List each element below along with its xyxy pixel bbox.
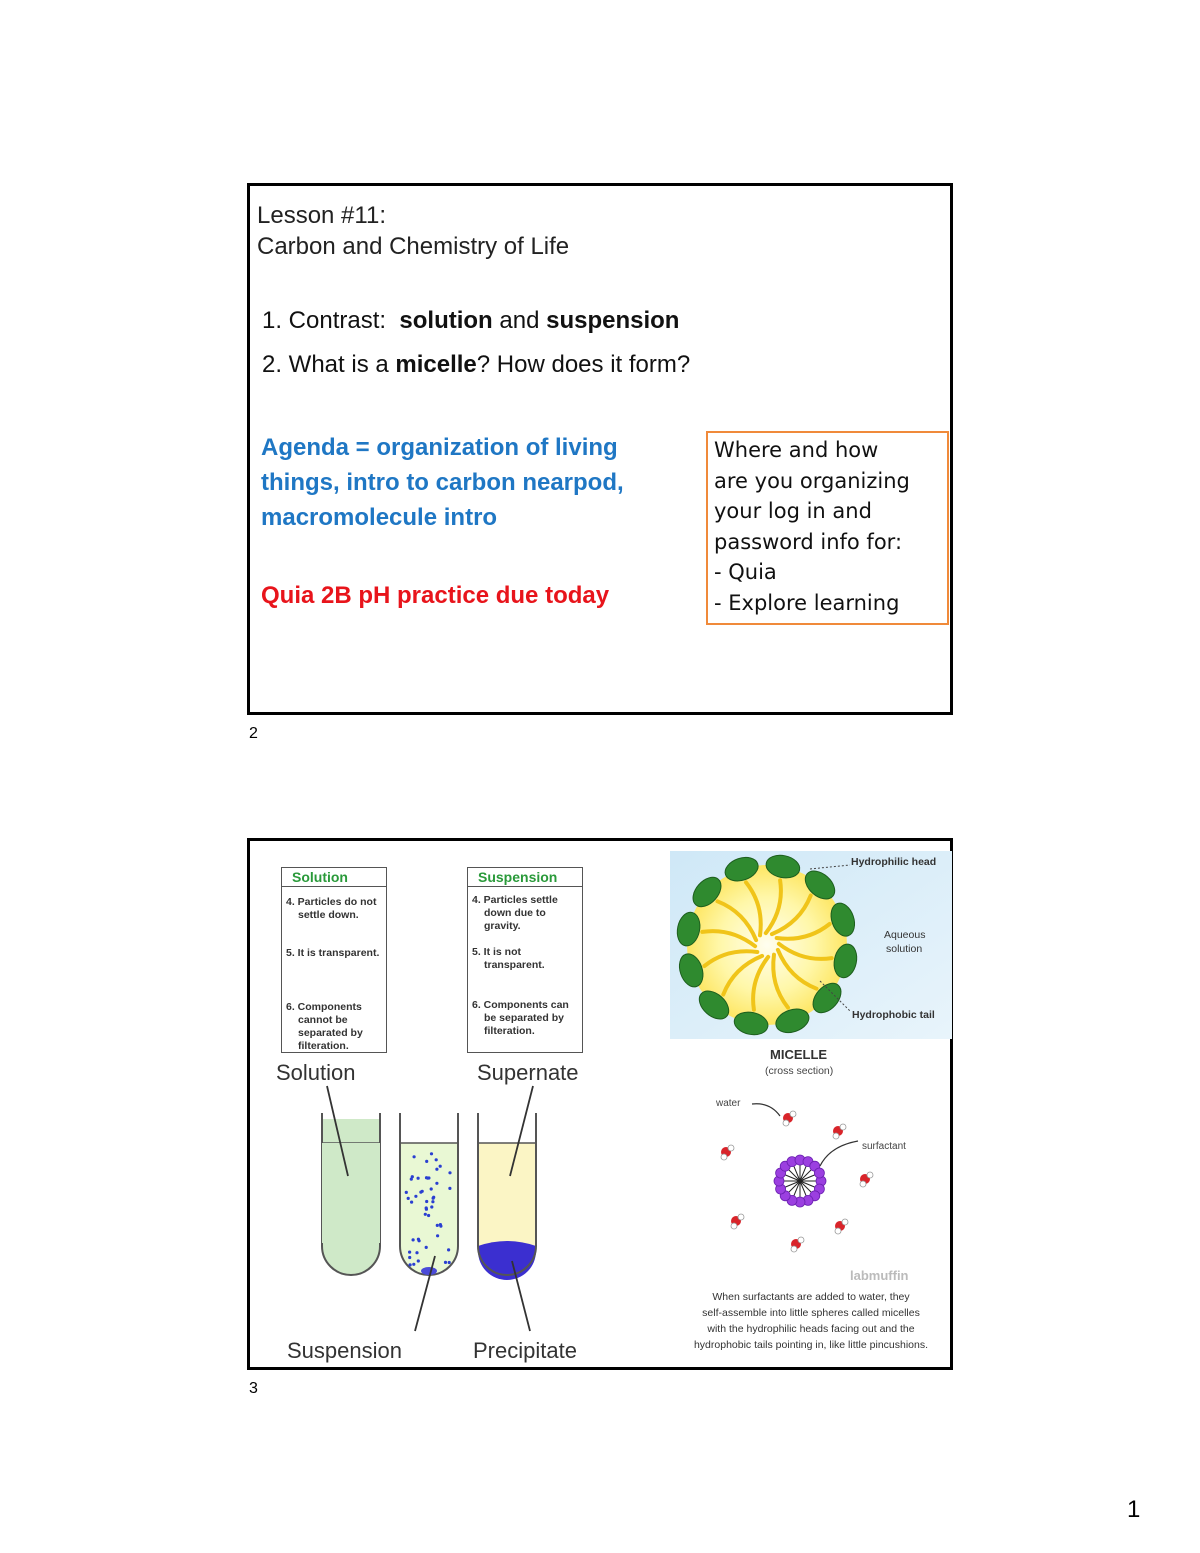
surfactant-tail xyxy=(788,1169,800,1181)
slide-solution-suspension xyxy=(247,838,953,1370)
particle xyxy=(436,1224,439,1227)
micelle-caption xyxy=(670,1289,952,1353)
slide-number: 3 xyxy=(249,1380,258,1397)
solution-table-header: Solution xyxy=(282,868,386,887)
particle xyxy=(444,1261,447,1264)
micelle-title: MICELLE xyxy=(770,1047,828,1062)
hydrogen-atom xyxy=(860,1181,866,1187)
particle xyxy=(448,1187,451,1190)
particle xyxy=(430,1205,433,1208)
table-row: filteration. xyxy=(484,1025,535,1037)
hydrogen-atom xyxy=(842,1219,848,1225)
liquid-fill xyxy=(322,1143,380,1243)
label-supernate: Supernate xyxy=(477,1060,579,1085)
particle xyxy=(448,1171,451,1174)
particle xyxy=(425,1160,428,1163)
particle xyxy=(448,1261,451,1264)
agenda-line: things, intro to carbon nearpod, xyxy=(261,469,624,496)
table-row: 5. It is transparent. xyxy=(286,947,380,959)
surfactant-arrow xyxy=(820,1141,858,1166)
hydrogen-atom xyxy=(731,1223,737,1229)
table-row: cannot be xyxy=(298,1014,348,1026)
particle xyxy=(411,1175,414,1178)
question-1: 1. Contrast: solution and suspension xyxy=(262,307,680,334)
watermark: labmuffin xyxy=(850,1268,909,1283)
micelle-subtitle: (cross section) xyxy=(765,1065,834,1077)
particle xyxy=(409,1263,412,1266)
surfactant-head xyxy=(814,1168,824,1178)
surfactant-tail xyxy=(800,1169,812,1181)
particle xyxy=(408,1256,411,1259)
particle xyxy=(425,1200,428,1203)
table-row: transparent. xyxy=(484,959,545,971)
particle xyxy=(408,1251,411,1254)
surfactant-diagram xyxy=(670,1086,950,1286)
hydrogen-atom xyxy=(738,1214,744,1220)
particle xyxy=(407,1197,410,1200)
caption-line: self-assemble into little spheres called micelles xyxy=(702,1307,920,1319)
label-water: water xyxy=(716,1098,741,1109)
particle xyxy=(417,1259,420,1262)
particle xyxy=(435,1168,438,1171)
table-row: gravity. xyxy=(484,920,521,932)
particle xyxy=(436,1234,439,1237)
lesson-topic: Carbon and Chemistry of Life xyxy=(257,233,570,260)
agenda-line: macromolecule intro xyxy=(261,504,498,531)
note-box xyxy=(706,431,949,625)
note-line: password info for: xyxy=(714,529,903,554)
surfactant-micelle xyxy=(774,1155,826,1207)
hydrogen-atom xyxy=(835,1228,841,1234)
particle xyxy=(413,1155,416,1158)
label-suspension: Suspension xyxy=(287,1338,402,1363)
particle xyxy=(410,1201,413,1204)
label-solution: Solution xyxy=(276,1060,356,1085)
table-row: separated by xyxy=(298,1027,363,1039)
test-tubes-illustration xyxy=(250,841,670,1371)
note-line: your log in and xyxy=(714,499,872,523)
surfactant-tail xyxy=(800,1181,812,1193)
particle xyxy=(412,1263,415,1266)
slide-number: 2 xyxy=(249,725,258,742)
table-row: 6. Components xyxy=(286,1001,362,1013)
hydrogen-atom xyxy=(790,1111,796,1117)
particle xyxy=(425,1246,428,1249)
lesson-number: Lesson #11: xyxy=(257,202,386,229)
suspension-liquid xyxy=(400,1143,458,1275)
particle xyxy=(439,1165,442,1168)
particle xyxy=(447,1248,450,1251)
note-line: - Quia xyxy=(714,560,777,584)
particle xyxy=(439,1223,442,1226)
particle xyxy=(426,1177,429,1180)
note-line: are you organizing xyxy=(714,468,910,493)
water-arrow xyxy=(752,1104,780,1116)
slide-lesson-title xyxy=(247,183,953,715)
hydrogen-atom xyxy=(783,1120,789,1126)
table-row: down due to xyxy=(484,907,546,919)
agenda-line: Agenda = organization of living xyxy=(261,434,618,461)
note-line: Where and how xyxy=(714,438,879,462)
particle-sediment xyxy=(421,1267,437,1275)
question-2: 2. What is a micelle? How does it form? xyxy=(262,351,691,378)
lesson-heading xyxy=(257,200,569,262)
particle xyxy=(417,1238,420,1241)
caption-line: with the hydrophilic heads facing out and the xyxy=(707,1323,915,1335)
hydrogen-atom xyxy=(798,1237,804,1243)
note-line: - Explore learning xyxy=(714,590,900,615)
table-row: 6. Components can xyxy=(472,999,569,1011)
label-surfactant: surfactant xyxy=(862,1141,906,1152)
table-row: be separated by xyxy=(484,1012,564,1024)
page-number: 1 xyxy=(1127,1496,1141,1523)
hydrogen-atom xyxy=(867,1172,873,1178)
table-row: 4. Particles settle xyxy=(472,894,558,906)
suspension-table-header: Suspension xyxy=(468,868,582,887)
table-row: 4. Particles do not xyxy=(286,896,377,908)
label-aqueous: Aqueous xyxy=(884,929,926,941)
label-hydrophobic-tail: Hydrophobic tail xyxy=(852,1009,935,1021)
particle xyxy=(414,1195,417,1198)
particle xyxy=(405,1191,408,1194)
particle xyxy=(427,1214,430,1217)
particle xyxy=(425,1206,428,1209)
particle xyxy=(430,1152,433,1155)
hydrogen-atom xyxy=(728,1145,734,1151)
hydrogen-atom xyxy=(791,1246,797,1252)
caption-line: hydrophobic tails pointing in, like little pincushions. xyxy=(693,1339,929,1351)
due-notice: Quia 2B pH practice due today xyxy=(261,582,610,609)
particle xyxy=(415,1251,418,1254)
caption-line: When surfactants are added to water, they xyxy=(712,1291,910,1303)
table-row: 5. It is not xyxy=(472,946,522,958)
hydrogen-atom xyxy=(721,1154,727,1160)
surfactant-tail xyxy=(788,1181,800,1193)
particle xyxy=(431,1200,434,1203)
particle xyxy=(435,1182,438,1185)
particle xyxy=(424,1213,427,1216)
label-solution-aq: solution xyxy=(886,943,923,955)
particle xyxy=(432,1196,435,1199)
particle xyxy=(417,1177,420,1180)
label-hydrophilic-head: Hydrophilic head xyxy=(851,856,937,868)
particle xyxy=(419,1191,422,1194)
hydrogen-atom xyxy=(840,1124,846,1130)
particle xyxy=(435,1158,438,1161)
table-row: settle down. xyxy=(298,909,359,921)
hydrogen-atom xyxy=(833,1133,839,1139)
table-row: filteration. xyxy=(298,1040,349,1052)
label-precipitate: Precipitate xyxy=(473,1338,577,1363)
particle xyxy=(430,1187,433,1190)
particle xyxy=(412,1238,415,1241)
agenda-text xyxy=(261,430,681,535)
